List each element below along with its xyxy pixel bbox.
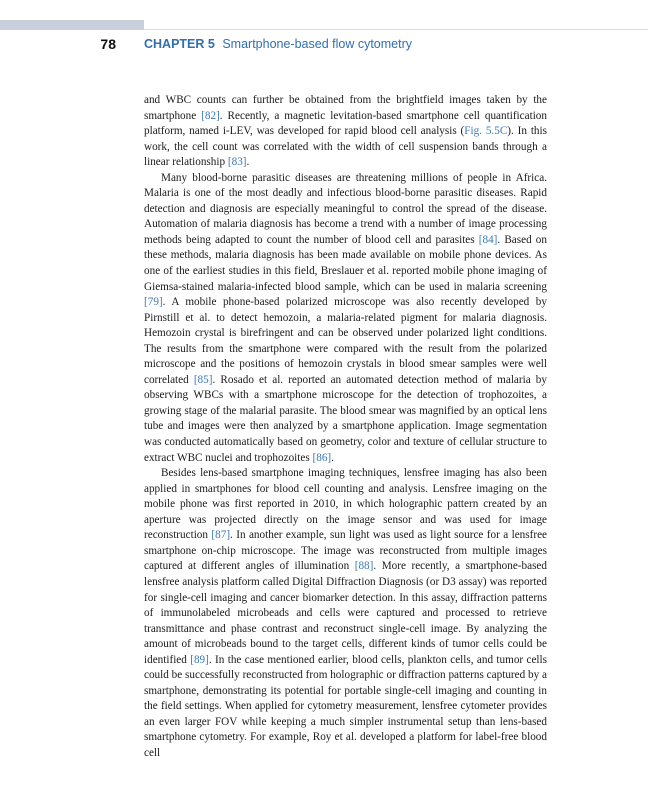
running-head — [144, 37, 412, 51]
text-run: and WBC counts can further be obtained from the brightfield images taken by the smartphone — [144, 94, 547, 122]
text-run: . Recently, a magnetic levitation-based smartphone cell quantification platform, named i-LEV, was developed for rapid blood cell analysis ( — [144, 109, 547, 138]
text-run: . More recently, a smartphone-based lensfree analysis platform called Digital Diffraction Diagnosis (or D3 assay) was reported for single-cell imaging and cancer biomarker detection. In this assay, diffraction patterns of immunolabeled microbeads and cells were captured and processed to retrieve transmittance and phase contrast and reconstruct single-cell image. By analyzing the amount of microbeads bound to the target cells, different kinds of tumor cells could be identified — [144, 560, 547, 666]
page-number: 78 — [100, 36, 116, 52]
paragraph-1 — [144, 93, 547, 171]
citation-82[interactable]: [82] — [201, 109, 220, 122]
citation-83[interactable]: [83] — [227, 156, 247, 169]
text-run: ). In this work, the cell count was correlated with the width of cell suspension bands through a linear relationship — [144, 125, 547, 169]
citation-85[interactable]: [85] — [193, 373, 213, 386]
text-run: . Based on these methods, malaria diagnosis has been made available on mobile phone devices. As one of the earliest studies in this field, Breslauer et al. reported mobile phone imaging of Giemsa-stained malaria-infected blood sample, which can be used in malaria screening — [144, 233, 547, 293]
text-run: . In another example, sun light was used as light source for a lensfree smartphone on-chip microscope. The image was reconstructed from multiple images captured at different angles of illumination — [144, 529, 547, 573]
page-header — [0, 36, 648, 54]
header-color-band — [0, 20, 144, 30]
text-run: . Rosado et al. reported an automated detection method of malaria by observing WBCs with a smartphone microscope for the detection of trophozoites, a growing stage of the malarial parasite. The blood smear was magnified by an optical lens tube and images were then analyzed by a smartphone application. Image segmentation was conducted automatically based on geometry, color and texture of cellular structure to extract WBC nuclei and trophozoites — [144, 373, 547, 464]
text-run: . — [246, 156, 250, 169]
body-text — [144, 93, 547, 762]
citation-86[interactable]: [86] — [312, 451, 332, 464]
chapter-label: CHAPTER 5 — [144, 37, 215, 51]
chapter-title: Smartphone-based flow cytometry — [222, 37, 412, 51]
citation-84[interactable]: [84] — [478, 233, 498, 246]
figure-reference-5-5c[interactable]: Fig. 5.5C — [464, 125, 508, 138]
citation-79[interactable]: [79] — [144, 296, 163, 309]
text-run: Many blood-borne parasitic diseases are threatening millions of people in Africa. Malaria is one of the most deadly and infectious blood-borne parasitic diseases. Rapid detection and diagnosis are especially meaningful to control the spread of the disease. Automation of malaria diagnosis has become a trend with a number of image processing methods being adapted to count the number of blood cell and parasites — [144, 171, 547, 246]
paragraph-2 — [144, 171, 547, 466]
text-run: . — [331, 451, 334, 464]
text-run: Besides lens-based smartphone imaging techniques, lensfree imaging has also been applied in smartphones for blood cell counting and analysis. Lensfree imaging on the mobile phone was first reported in 2010, in which holographic pattern created by an aperture was projected directly on the image sensor and was used for image reconstruction — [144, 467, 547, 542]
text-run: . A mobile phone-based polarized microscope was also recently developed by Pirnstill et al. to detect hemozoin, a malaria-related pigment for malaria diagnosis. Hemozoin crystal is birefringent and can be observed under polarized light conditions. The results from the smartphone were compared with the result from the polarized microscope and the positions of hemozoin crystals in blood smear samples were well correlated — [144, 296, 547, 386]
paragraph-3 — [144, 466, 547, 761]
text-run: . In the case mentioned earlier, blood cells, plankton cells, and tumor cells could be successfully reconstructed from holographic or diffraction patterns captured by a smartphone, demonstrating its potential for portable single-cell imaging and counting in the field settings. When applied for cytometry measurement, lensfree cytometer provides an even larger FOV while keeping a much simpler instrumental setup than lens-based smartphone cytometry. For example, Roy et al. developed a platform for label-free blood cell — [144, 653, 547, 759]
citation-88[interactable]: [88] — [354, 560, 374, 573]
citation-87[interactable]: [87] — [211, 529, 231, 542]
citation-89[interactable]: [89] — [190, 653, 209, 666]
header-rule — [144, 29, 648, 30]
